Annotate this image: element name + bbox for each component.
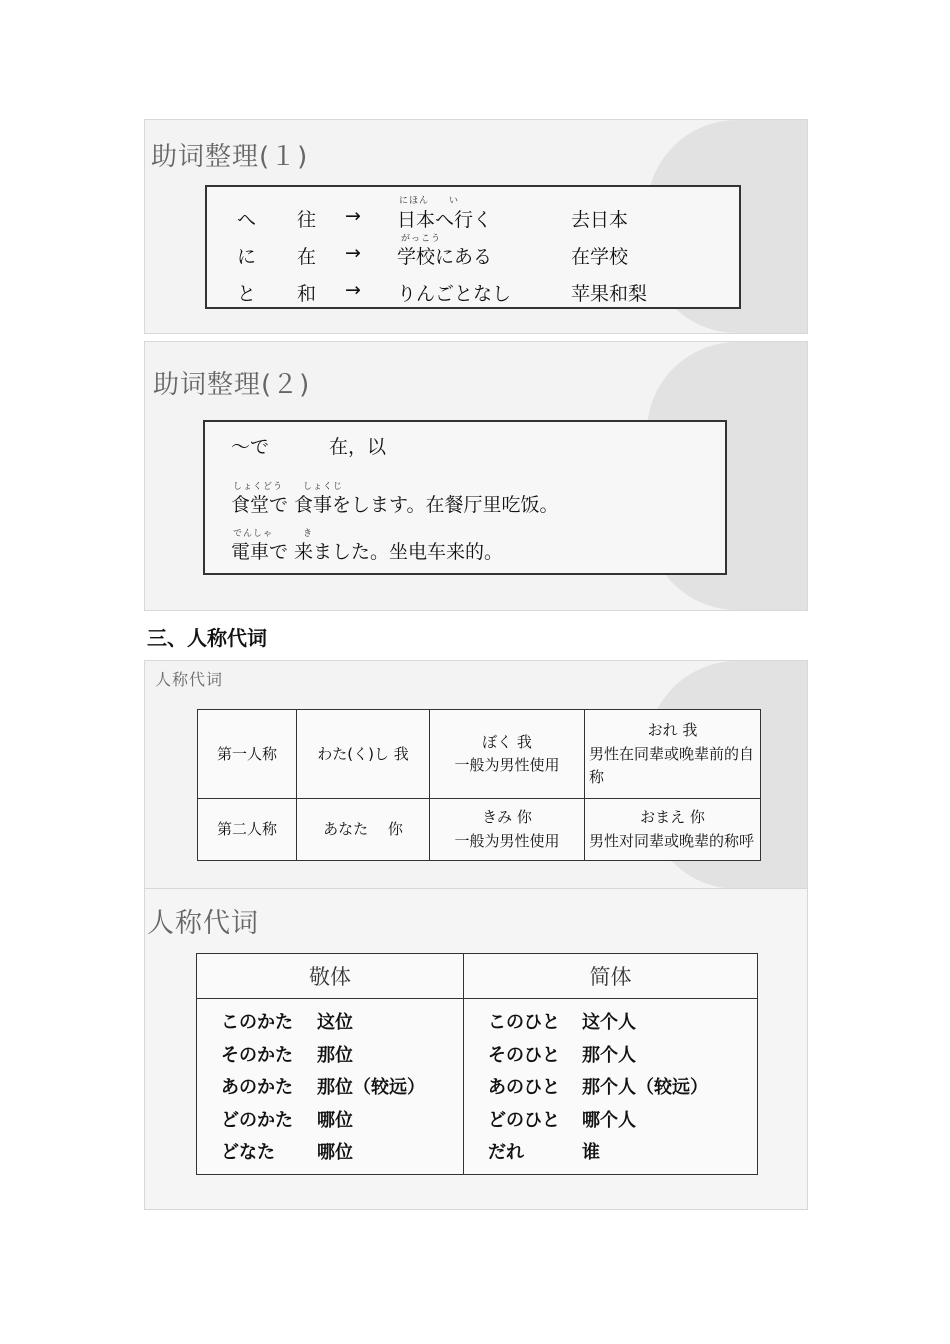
- example-sentence: 食堂で 食事をします。在餐厅里吃饭。: [231, 494, 559, 516]
- panel-title: 人称代词: [155, 670, 224, 689]
- pronoun-cell: わた(く)し 我: [297, 710, 430, 799]
- polite-list: [197, 999, 464, 1175]
- panel-title: 人称代词: [147, 908, 259, 939]
- column-header-plain: 简体: [464, 954, 758, 999]
- list-item: そのひと 那个人: [488, 1044, 636, 1066]
- meaning: 在: [297, 246, 317, 268]
- translation: 苹果和梨: [571, 283, 648, 305]
- ruby-text: しょくどう しょくじ: [233, 482, 344, 492]
- list-item: このひと 这个人: [488, 1012, 636, 1033]
- pronoun-note: 一般为男性使用: [454, 756, 560, 775]
- particle: へ: [237, 209, 257, 231]
- list-item: そのかた 那位: [221, 1044, 353, 1066]
- translation: 在学校: [571, 246, 629, 268]
- example: 日本へ行く: [397, 209, 493, 231]
- arrow: →: [345, 242, 361, 264]
- pronoun-cell: [430, 799, 585, 861]
- list-item: どのひと 哪个人: [488, 1109, 636, 1131]
- panel-title: 助词整理(１): [151, 142, 309, 172]
- meaning: 和: [297, 283, 317, 305]
- ruby-text: にほん い: [399, 196, 460, 206]
- list-item: どのかた 哪位: [221, 1109, 353, 1131]
- list-item: どなた 哪位: [221, 1142, 353, 1163]
- list-item: このかた 这位: [221, 1012, 353, 1033]
- arrow: →: [345, 205, 361, 227]
- pronoun-head: おれ 我: [647, 721, 698, 740]
- meaning: 往: [297, 209, 317, 231]
- pronoun-note: 一般为男性使用: [454, 831, 560, 850]
- ruby-text: でんしゃ き: [233, 529, 314, 539]
- section-heading: 三、人称代词: [147, 626, 267, 650]
- list-item: あのひと 那个人（较远）: [488, 1077, 708, 1098]
- table-row: [197, 999, 758, 1175]
- particle-box: [203, 420, 727, 575]
- example-sentence: 電車で 来ました。坐电车来的。: [231, 541, 504, 563]
- ruby-text: がっこう: [401, 234, 442, 244]
- meaning: 在，以: [329, 436, 387, 458]
- list-item: あのかた 那位（较远）: [221, 1077, 425, 1098]
- demonstrative-table: [196, 953, 758, 1175]
- example: 学校にある: [397, 246, 493, 268]
- particle-panel-1: [144, 119, 808, 334]
- particle: に: [237, 246, 257, 268]
- list-item: だれ 谁: [488, 1142, 600, 1163]
- pronoun-cell: あなた 你: [297, 799, 430, 861]
- pronoun-note: 男性在同辈或晚辈前的自称: [589, 744, 755, 786]
- pronoun-head: おまえ 你: [640, 808, 705, 827]
- pronoun-cell: [430, 710, 585, 799]
- example: りんごとなし: [397, 283, 512, 305]
- pronoun-panel-2: [144, 888, 808, 1210]
- translation: 去日本: [571, 209, 629, 231]
- arrow: →: [345, 279, 361, 301]
- table-header-row: [197, 954, 758, 999]
- person-cell: 第一人称: [198, 710, 297, 799]
- particle: と: [237, 283, 257, 305]
- pronoun-panel-1: [144, 660, 808, 890]
- pronoun-cell: [585, 799, 761, 861]
- table-row: [198, 799, 761, 861]
- pronoun-head: きみ 你: [482, 808, 532, 827]
- plain-list: [464, 999, 758, 1175]
- pronoun-note: 男性对同辈或晚辈的称呼: [589, 831, 755, 850]
- pronoun-cell: [585, 710, 761, 799]
- table-row: [198, 710, 761, 799]
- particle-panel-2: [144, 341, 808, 611]
- particle-box: [205, 185, 741, 309]
- column-header-polite: 敬体: [197, 954, 464, 999]
- particle: ～で: [231, 436, 270, 458]
- person-cell: 第二人称: [198, 799, 297, 861]
- panel-title: 助词整理(２): [153, 370, 311, 400]
- pronoun-head: ぼく 我: [482, 732, 532, 751]
- pronoun-table: [197, 709, 761, 861]
